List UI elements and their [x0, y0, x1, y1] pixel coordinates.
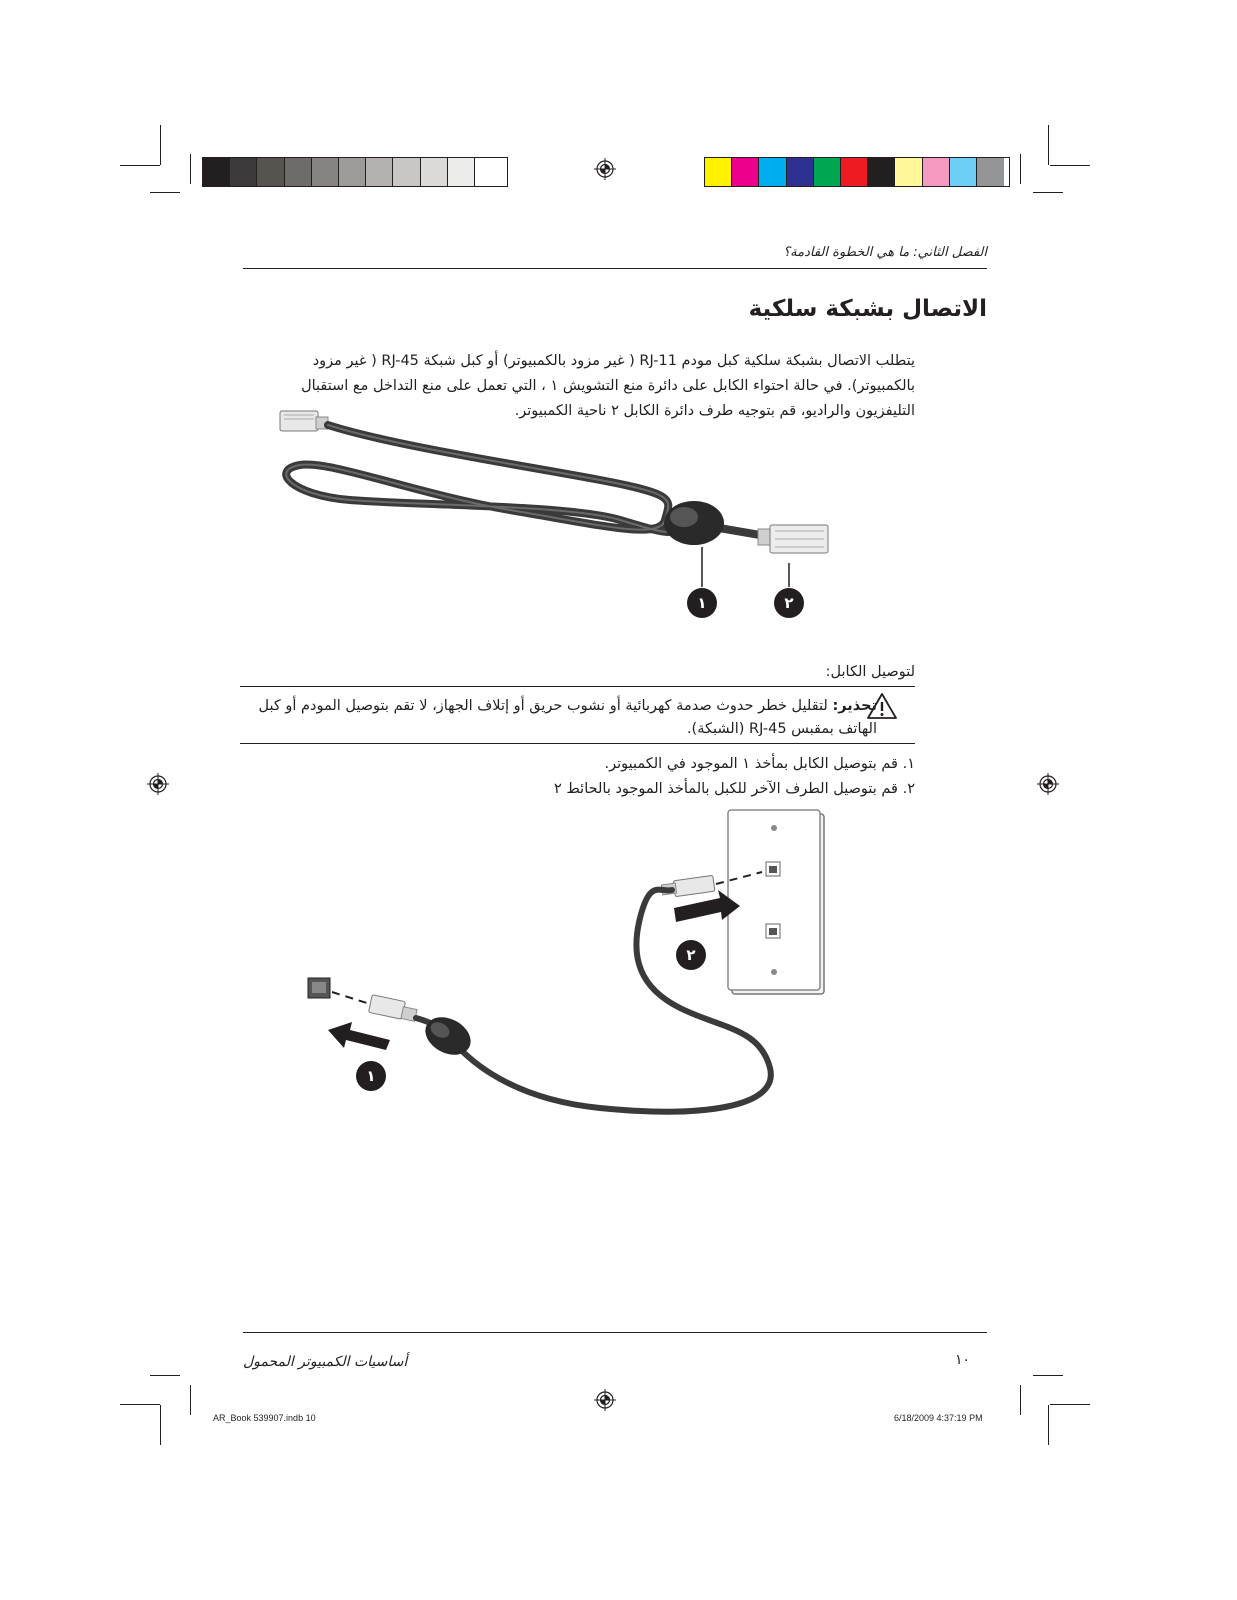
color-swatch	[366, 158, 393, 186]
rj-connector-right	[758, 525, 828, 553]
crop-mark	[160, 125, 161, 165]
header-rule	[243, 268, 987, 269]
color-swatch	[285, 158, 312, 186]
wall-jack-plate	[728, 810, 824, 994]
section-title: الاتصال بشبكة سلكية	[748, 296, 987, 322]
color-swatch	[950, 158, 977, 186]
footer-book-title: أساسيات الكمبيوتر المحمول	[243, 1354, 408, 1370]
computer-side-connector	[369, 995, 418, 1022]
slug-filename: AR_Book 539907.indb 10	[213, 1413, 316, 1423]
color-swatch	[868, 158, 895, 186]
callout-1-computer: ١	[356, 1061, 386, 1091]
warning-rule-top	[240, 686, 915, 687]
footer-rule	[243, 1332, 987, 1333]
crop-mark	[1048, 1405, 1049, 1445]
registration-mark-icon	[147, 773, 169, 795]
crop-mark	[1020, 154, 1021, 184]
process-color-bar	[704, 157, 1010, 187]
rj-connector-left	[280, 411, 328, 431]
crop-mark	[150, 1375, 180, 1376]
color-swatch	[732, 158, 759, 186]
network-cable-illustration	[270, 405, 840, 620]
color-swatch	[923, 158, 950, 186]
ferrite-bead	[664, 501, 724, 545]
color-swatch	[339, 158, 366, 186]
color-swatch	[312, 158, 339, 186]
crop-mark	[1033, 1375, 1063, 1376]
color-swatch	[475, 158, 502, 186]
color-swatch	[705, 158, 732, 186]
connect-heading: لتوصيل الكابل:	[825, 664, 915, 680]
registration-mark-icon	[594, 1389, 616, 1411]
crop-mark	[160, 1405, 161, 1445]
warning-rule-bottom	[240, 743, 915, 744]
color-swatch	[895, 158, 922, 186]
crop-mark	[120, 165, 160, 166]
color-swatch	[230, 158, 257, 186]
step-2: ٢. قم بتوصيل الطرف الآخر للكبل بالمأخذ الموجود بالحائط ٢	[554, 781, 915, 797]
registration-mark-icon	[594, 158, 616, 180]
color-swatch	[203, 158, 230, 186]
crop-mark	[1033, 192, 1063, 193]
gray-color-bar	[202, 157, 508, 187]
color-swatch	[393, 158, 420, 186]
wall-side-connector	[661, 875, 715, 896]
warning-text	[257, 695, 877, 741]
warning-label: تحذير:	[832, 698, 877, 714]
color-swatch	[421, 158, 448, 186]
color-swatch	[448, 158, 475, 186]
color-swatch	[257, 158, 284, 186]
cable-connection-illustration	[300, 808, 840, 1158]
registration-mark-icon	[1037, 773, 1059, 795]
color-swatch	[814, 158, 841, 186]
crop-mark	[190, 154, 191, 184]
color-swatch	[787, 158, 814, 186]
crop-mark	[150, 192, 180, 193]
crop-mark	[1020, 1385, 1021, 1415]
callout-2: ٢	[774, 588, 804, 618]
step-1: ١. قم بتوصيل الكابل بمأخذ ١ الموجود في الكمبيوتر.	[604, 756, 915, 772]
color-swatch	[977, 158, 1004, 186]
crop-mark	[1050, 165, 1090, 166]
color-swatch	[841, 158, 868, 186]
running-header: الفصل الثاني: ما هي الخطوة القادمة؟	[783, 245, 987, 260]
crop-mark	[120, 1404, 160, 1405]
callout-1: ١	[687, 588, 717, 618]
warning-body: لتقليل خطر حدوث صدمة كهربائية أو نشوب حريق أو إتلاف الجهاز، لا تقم بتوصيل المودم أو كبل الهاتف بمقبس RJ-45 (الشبكة).	[258, 698, 877, 737]
computer-network-port	[308, 978, 330, 998]
slug-timestamp: 6/18/2009 4:37:19 PM	[894, 1413, 983, 1423]
callout-2-wall: ٢	[676, 940, 706, 970]
intro-paragraph: يتطلب الاتصال بشبكة سلكية كبل مودم RJ-11 ( غير مزود بالكمبيوتر) أو كبل شبكة RJ-45 ( غير مزود بالكمبيوتر). في حالة احتواء الكابل على دائرة منع التشويش ١ ، التي تعمل على منع التداخل مع استقبال التليفزيون والراديو، قم بتوجيه طرف دائرة الكابل ٢ ناحية الكمبيوتر.	[301, 353, 915, 419]
color-swatch	[759, 158, 786, 186]
crop-mark	[1048, 125, 1049, 165]
page-number: ١٠	[955, 1352, 971, 1368]
crop-mark	[1050, 1404, 1090, 1405]
crop-mark	[190, 1385, 191, 1415]
